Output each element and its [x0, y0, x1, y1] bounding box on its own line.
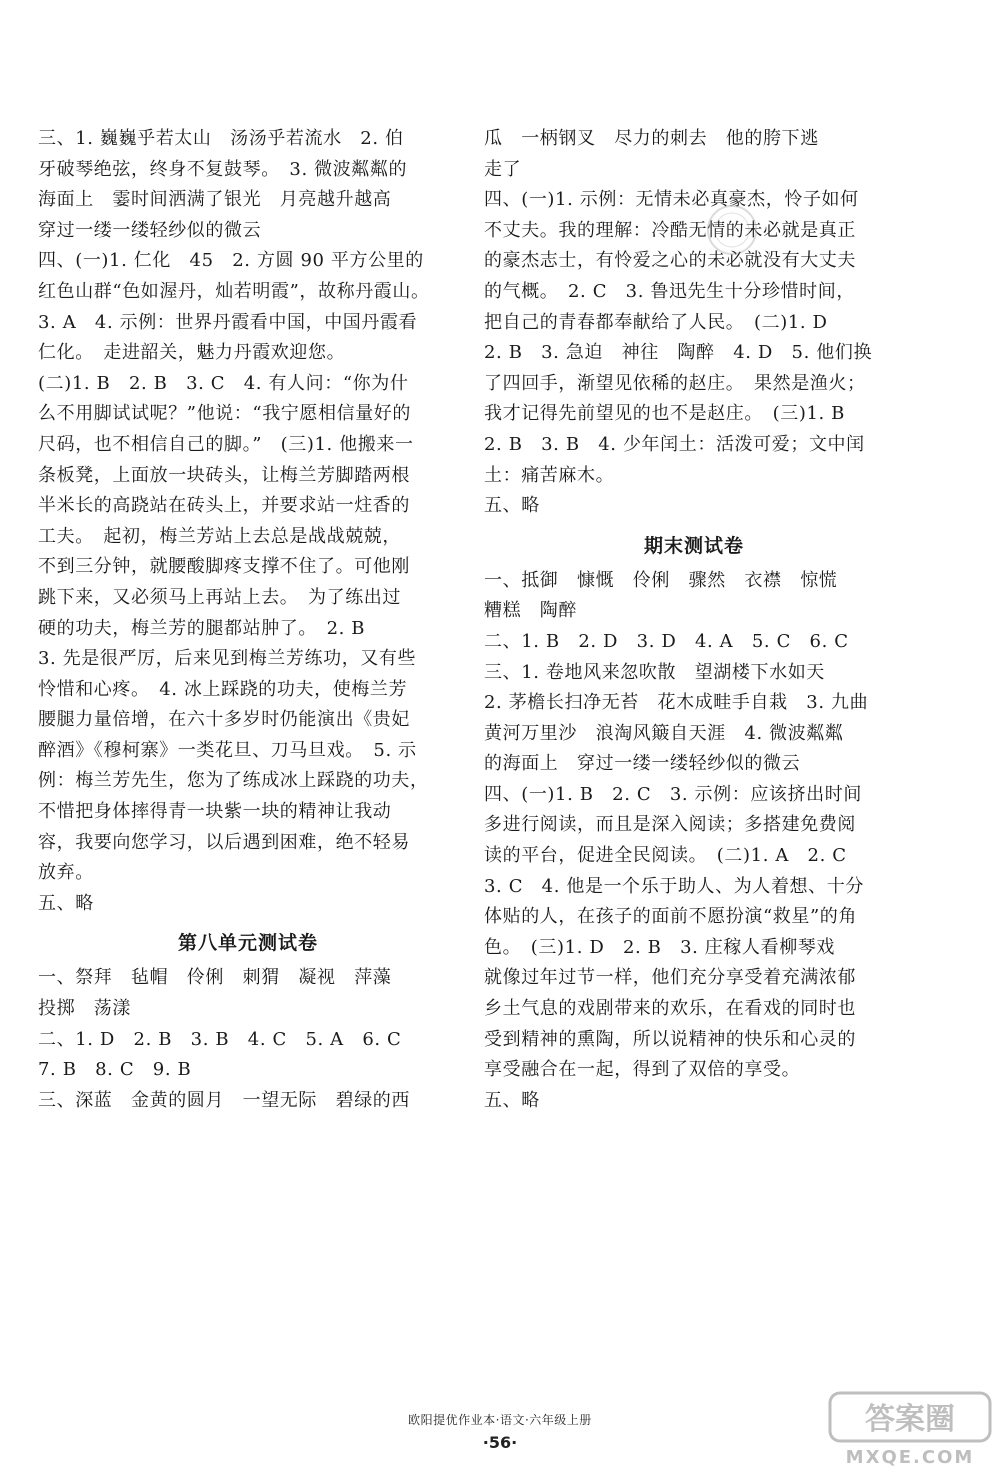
answer-line: 体贴的人，在孩子的面前不愿扮演“救星”的角: [484, 906, 858, 928]
answer-line: 三、1. 巍巍乎若太山 汤汤乎若流水 2. 伯: [38, 128, 404, 149]
section-title-final-exam: 期末测试卷: [643, 534, 744, 557]
answer-line: 五、略: [38, 892, 94, 914]
answer-line: 条板凳，上面放一块砖头，让梅兰芳脚踏两根: [38, 464, 410, 486]
left-answers-part-a: [38, 124, 458, 919]
answer-line: 了四回手，渐望见依稀的赵庄。 果然是渔火；: [484, 372, 866, 394]
watermark-logo-icon: [826, 1389, 996, 1469]
answer-line: 四、(一)1. B 2. C 3. 示例：应该挤出时间: [484, 783, 862, 805]
answer-line: 瓜 一柄钢叉 尽力的刺去 他的胯下逃: [484, 128, 819, 149]
answer-line: 多进行阅读，而且是深入阅读；多搭建免费阅: [484, 814, 856, 836]
answer-line: 不丈夫。我的理解：冷酷无情的未必就是真正: [484, 219, 856, 241]
answer-line: 仁化。 走进韶关，魅力丹霞欢迎您。: [38, 342, 346, 364]
answer-line: 投掷 荡漾: [38, 998, 131, 1020]
answer-line: 跳下来，又必须马上再站上去。 为了练出过: [38, 586, 401, 608]
answer-line: 例：梅兰芳先生，您为了练成冰上踩跷的功夫，: [38, 770, 429, 792]
answer-line: 2. B 3. B 4. 少年闰土：活泼可爱；文中闰: [484, 433, 865, 455]
answer-line: 7. B 8. C 9. B: [38, 1059, 192, 1081]
answer-line: 2. B 3. 急迫 神往 陶醉 4. D 5. 他们换: [484, 342, 873, 364]
answer-line: 怜惜和心疼。 4. 冰上踩跷的功夫，使梅兰芳: [38, 678, 408, 700]
answer-line: 半米长的高跷站在砖头上，并要求站一炷香的: [38, 495, 410, 517]
answer-line: 享受融合在一起，得到了双倍的享受。: [484, 1059, 801, 1081]
answer-line: 我才记得先前望见的也不是赵庄。 (三)1. B: [484, 403, 845, 425]
answer-line: 腰腿力量倍增，在六十多岁时仍能演出《贵妃: [38, 709, 410, 731]
answer-line: 把自己的青春都奉献给了人民。 (二)1. D: [484, 311, 828, 333]
answer-line: 乡土气息的戏剧带来的欢乐，在看戏的同时也: [484, 998, 856, 1020]
answer-line: 穿过一缕一缕轻纱似的微云: [38, 219, 262, 241]
left-answers-part-b: [38, 963, 458, 1116]
answer-line: 走了: [484, 158, 522, 180]
answer-line: 硬的功夫，梅兰芳的腿都站肿了。 2. B: [38, 617, 366, 639]
answer-line: 三、深蓝 金黄的圆月 一望无际 碧绿的西: [38, 1089, 410, 1111]
answer-line: 的海面上 穿过一缕一缕轻纱似的微云: [484, 753, 801, 775]
answer-line: 尺码，也不相信自己的脚。” (三)1. 他搬来一: [38, 433, 414, 455]
answer-line: 的气概。 2. C 3. 鲁迅先生十分珍惜时间，: [484, 280, 855, 302]
section-title-unit8: 第八单元测试卷: [177, 932, 318, 955]
answer-line: 一、祭拜 毡帽 伶俐 刺猬 凝视 萍藻: [38, 967, 392, 989]
footer-book-title: 欧阳提优作业本·语文·六年级上册: [408, 1413, 592, 1427]
answer-line: 就像过年过节一样，他们充分享受着充满浓郁: [484, 967, 856, 989]
answer-line: 四、(一)1. 示例：无情未必真豪杰，怜子如何: [484, 189, 859, 211]
right-column: [484, 124, 904, 1116]
answer-line: 黄河万里沙 浪淘风簸自天涯 4. 微波粼粼: [484, 722, 844, 744]
answer-line: 醉酒》《穆柯寨》一类花旦、刀马旦戏。 5. 示: [38, 739, 417, 761]
answer-line: 五、略: [484, 1089, 540, 1111]
answer-line: 2. 茅檐长扫净无苔 花木成畦手自栽 3. 九曲: [484, 692, 869, 714]
left-column: [38, 124, 458, 1116]
answer-line: 么不用脚试试呢？”他说：“我宁愿相信量好的: [38, 403, 412, 425]
answer-line: 色。 (三)1. D 2. B 3. 庄稼人看柳琴戏: [484, 936, 835, 958]
answer-line: 红色山群“色如渥丹，灿若明霞”，故称丹霞山。: [38, 280, 430, 302]
answer-line: (二)1. B 2. B 3. C 4. 有人问：“你为什: [38, 372, 409, 394]
answer-line: 不惜把身体摔得青一块紫一块的精神让我动: [38, 801, 392, 823]
answer-line: 土：痛苦麻木。: [484, 464, 615, 486]
answer-line: 糟糕 陶醉: [484, 600, 577, 622]
answer-line: 牙破琴绝弦，终身不复鼓琴。 3. 微波粼粼的: [38, 158, 408, 180]
answer-line: 四、(一)1. 仁化 45 2. 方圆 90 平方公里的: [38, 250, 424, 272]
answer-line: 容，我要向您学习，以后遇到困难，绝不轻易: [38, 831, 410, 853]
watermark-url: MXQE.COM: [845, 1447, 975, 1468]
answer-line: 的豪杰志士，有怜爱之心的未必就没有大丈夫: [484, 250, 856, 272]
answer-line: 一、抵御 慷慨 伶俐 骤然 衣襟 惊慌: [484, 569, 838, 591]
answer-line: 3. C 4. 他是一个乐于助人、为人着想、十分: [484, 875, 864, 897]
answer-line: 二、1. B 2. D 3. D 4. A 5. C 6. C: [484, 630, 849, 652]
watermark-text: 答案圈: [865, 1402, 955, 1437]
answer-line: 海面上 霎时间洒满了银光 月亮越升越高: [38, 189, 392, 211]
answer-line: 受到精神的熏陶，所以说精神的快乐和心灵的: [484, 1028, 856, 1050]
page-number: ·56·: [482, 1433, 518, 1452]
answer-line: 放弃。: [38, 862, 94, 884]
answer-line: 3. 先是很严厉，后来见到梅兰芳练功，又有些: [38, 648, 417, 670]
answer-line: 读的平台，促进全民阅读。 (二)1. A 2. C: [484, 845, 847, 867]
right-answers-part-a: [484, 124, 904, 522]
answer-line: 工夫。 起初，梅兰芳站上去总是战战兢兢，: [38, 525, 401, 547]
answer-line: 三、1. 卷地风来忽吹散 望湖楼下水如天: [484, 661, 825, 683]
faint-stamp-icon: [698, 200, 782, 260]
answer-line: 不到三分钟，就腰酸脚疼支撑不住了。可他刚: [38, 556, 410, 578]
answer-line: 五、略: [484, 495, 540, 517]
right-answers-part-b: [484, 566, 904, 1117]
answer-line: 二、1. D 2. B 3. B 4. C 5. A 6. C: [38, 1028, 402, 1050]
answer-line: 3. A 4. 示例：世界丹霞看中国，中国丹霞看: [38, 311, 418, 333]
